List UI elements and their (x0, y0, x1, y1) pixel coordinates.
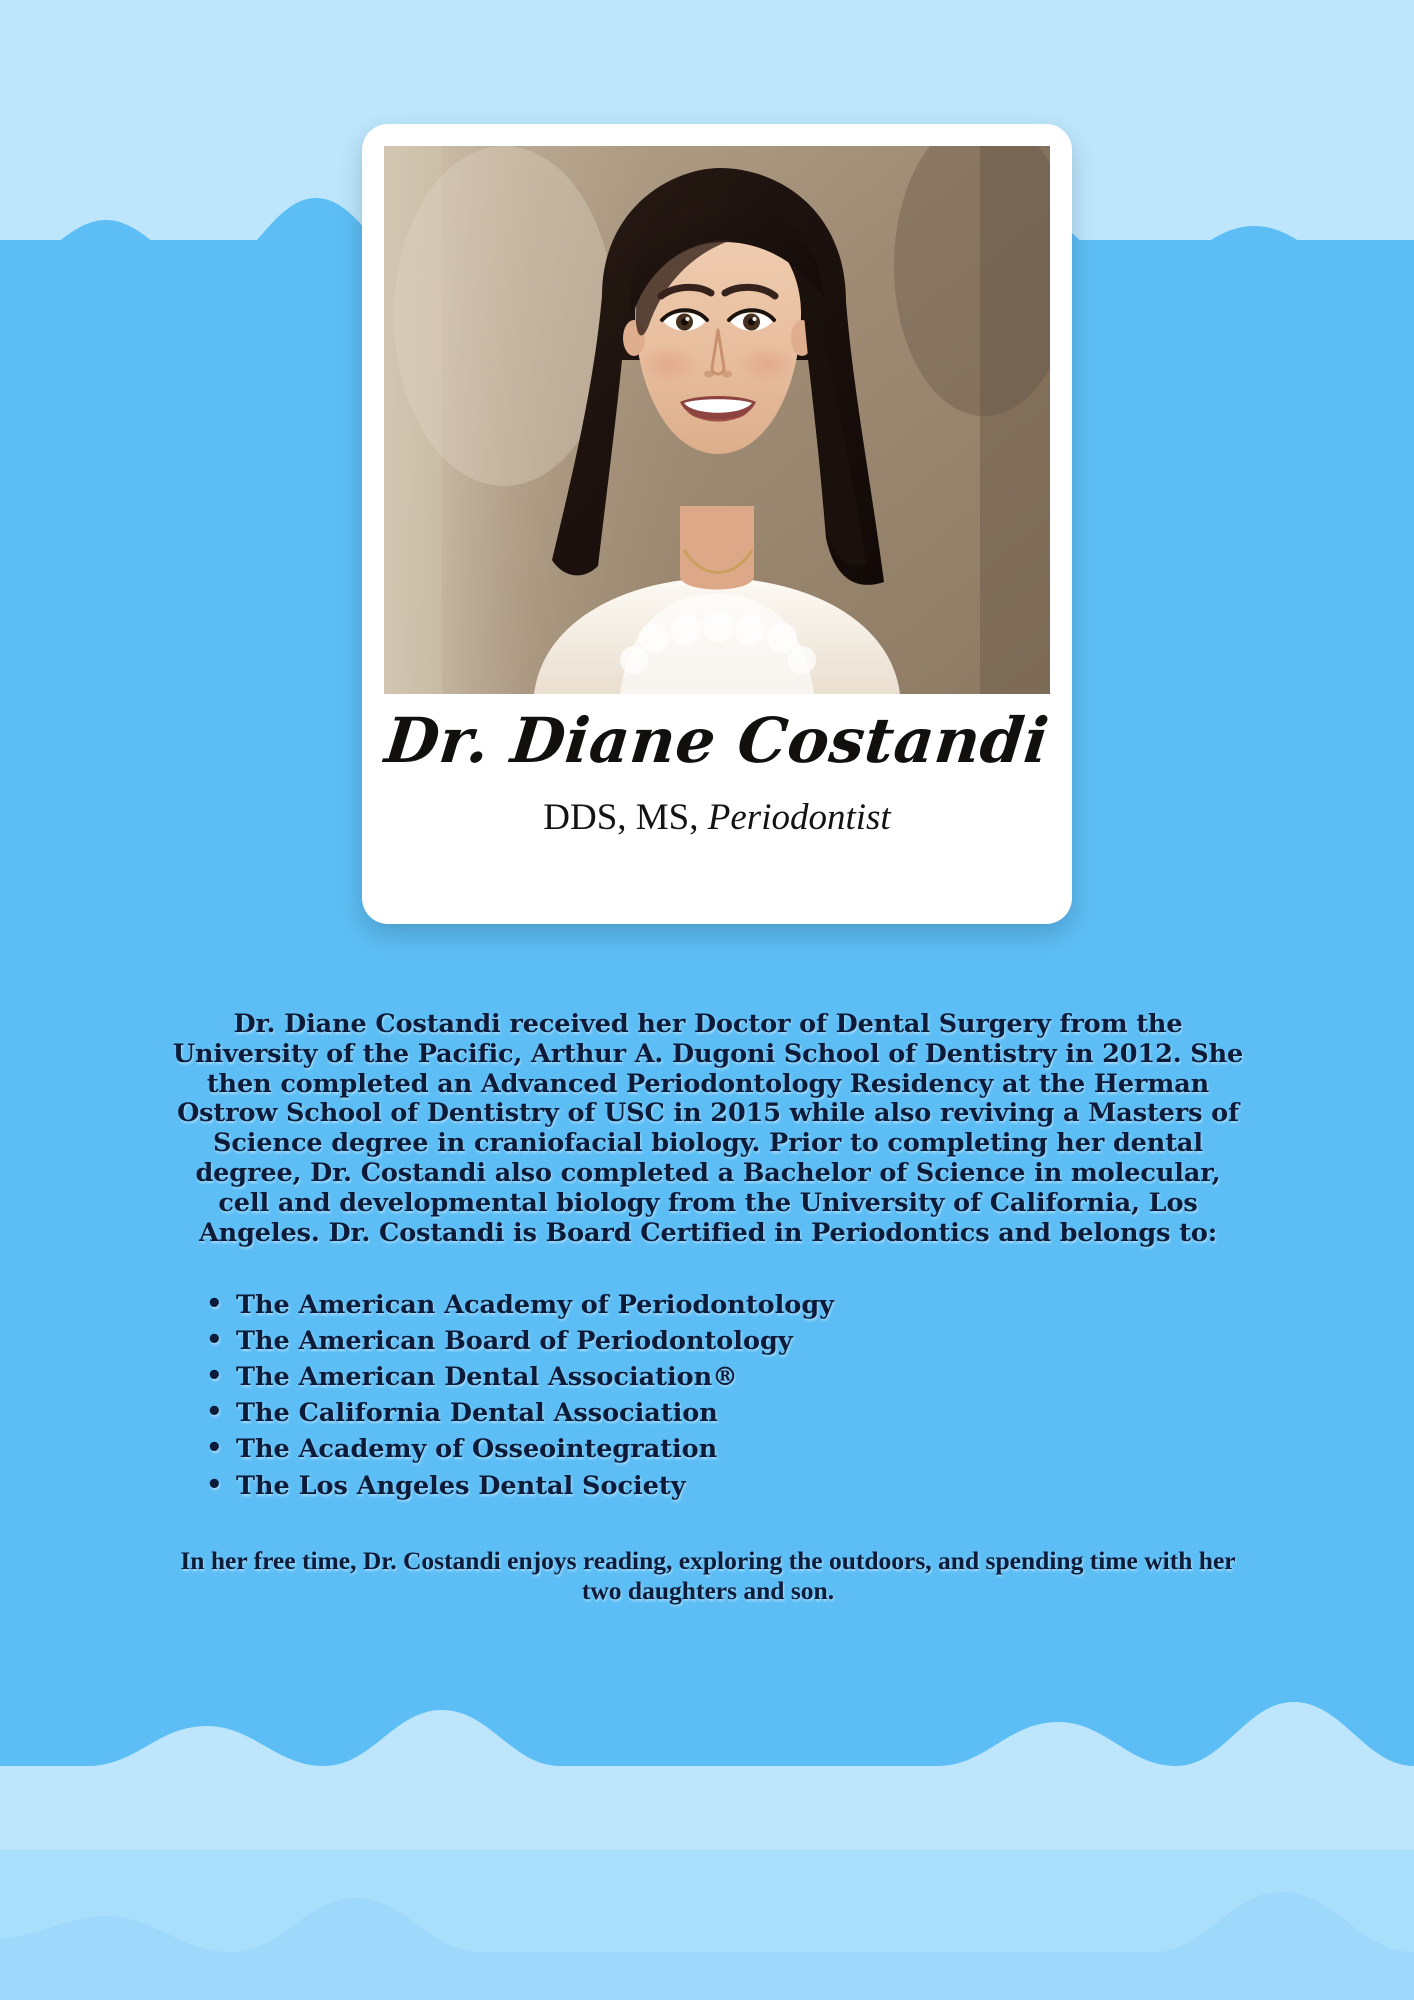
doctor-profile-card (362, 124, 1072, 924)
doctor-photo (384, 146, 1050, 694)
list-item: • The American Dental Association® (196, 1359, 1248, 1395)
doctor-bio-section (168, 1010, 1248, 1607)
closing-paragraph: In her free time, Dr. Costandi enjoys reading, exploring the outdoors, and spending time with her two daughters and son. (180, 1545, 1236, 1606)
list-item: • The Los Angeles Dental Society (196, 1468, 1248, 1504)
list-item: • The California Dental Association (196, 1395, 1248, 1431)
bio-paragraph: Dr. Diane Costandi received her Doctor of Dental Surgery from the University of the Pacific, Arthur A. Dugoni School of Dentistry in 2012. She then completed an Advanced Periodontology Residency at the Herman Ostrow School of Dentistry of USC in 2015 while also reviving a Masters of Science degree in craniofacial biology. Prior to completing her dental degree, Dr. Costandi also completed a Bachelor of Science in molecular, cell and developmental biology from the University of California, Los Angeles. Dr. Costandi is Board Certified in Periodontics and belongs to: (172, 1009, 1244, 1248)
credentials-text: DDS, MS, (543, 797, 708, 838)
doctor-name: Dr. Diane Costandi (381, 704, 1053, 777)
memberships-list (168, 1287, 1248, 1504)
credentials-specialty: Periodontist (707, 797, 891, 838)
list-item: • The American Board of Periodontology (196, 1323, 1248, 1359)
portrait-illustration-icon (384, 146, 1050, 694)
doctor-credentials (362, 796, 1072, 839)
wave-divider-bottom-secondary-icon (0, 1820, 1414, 2000)
list-item: • The Academy of Osseointegration (196, 1431, 1248, 1467)
list-item: • The American Academy of Periodontology (196, 1287, 1248, 1323)
